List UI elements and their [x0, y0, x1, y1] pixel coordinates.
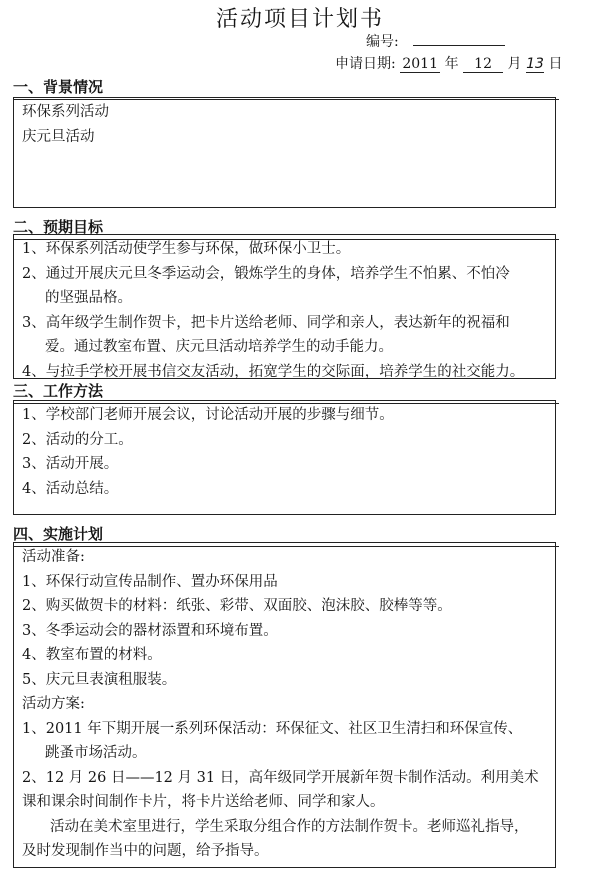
- section-methods-title: 三、工作方法: [13, 380, 559, 401]
- goal-item: 1、环保系列活动使学生参与环保，做环保小卫士。: [22, 241, 351, 257]
- prep-item: 2、购买做贺卡的材料：纸张、彩带、双面胶、泡沫胶、胶棒等等。: [22, 598, 452, 614]
- background-line: 环保系列活动: [22, 104, 109, 120]
- goal-item-continuation: 爱。通过教室布置、庆元旦活动培养学生的动手能力。: [45, 339, 393, 355]
- method-item: 3、活动开展。: [22, 456, 119, 472]
- goal-item-continuation: 的坚强品格。: [45, 290, 132, 306]
- section-background-box: [13, 97, 556, 208]
- section-goals-box: [13, 234, 556, 379]
- date-day: 13: [526, 56, 544, 72]
- closing-paragraph: 活动在美术室里进行，学生采取分组合作的方法制作贺卡。老师巡礼指导，: [50, 818, 529, 835]
- section-background-title: 一、背景情况: [13, 76, 559, 97]
- date-label: 申请日期:: [335, 56, 396, 72]
- method-item: 1、学校部门老师开展会议，讨论活动开展的步骤与细节。: [22, 407, 394, 423]
- date-month-unit: 月: [507, 56, 522, 72]
- goal-item: 4、与拉手学校开展书信交友活动，拓宽学生的交际面，培养学生的社交能力。: [22, 363, 525, 380]
- scheme-item-continuation: 课和课余时间制作卡片，将卡片送给老师、同学和家人。: [22, 794, 385, 810]
- number-row: [366, 31, 505, 51]
- scheme-item: 2、12 月 26 日——12 月 31 日，高年级同学开展新年贺卡制作活动。利用美术: [22, 769, 539, 786]
- number-label: 编号:: [366, 34, 399, 50]
- prep-item: 4、教室布置的材料。: [22, 647, 162, 663]
- application-date-row: [335, 53, 562, 73]
- section-plan-title: 四、实施计划: [13, 523, 559, 544]
- scheme-item: 1、2011 年下期开展一系列环保活动：环保征文、社区卫生清扫和环保宣传、: [22, 720, 523, 737]
- document-title: 活动项目计划书: [215, 7, 384, 32]
- prep-item: 1、环保行动宣传品制作、置办环保用品: [22, 573, 278, 590]
- date-day-unit: 日: [548, 56, 563, 72]
- method-item: 2、活动的分工。: [22, 431, 133, 448]
- date-year-unit: 年: [444, 56, 459, 72]
- section-plan-box: [13, 542, 556, 868]
- goal-item: 3、高年级学生制作贺卡，把卡片送给老师、同学和亲人，表达新年的祝福和: [22, 314, 510, 331]
- number-field: [413, 45, 505, 46]
- prep-heading: 活动准备:: [22, 549, 85, 565]
- closing-paragraph-continuation: 及时发现制作当中的问题，给予指导。: [22, 843, 269, 859]
- prep-item: 3、冬季运动会的器材添置和环境布置。: [22, 622, 278, 639]
- date-year: 2011: [400, 56, 440, 73]
- prep-item: 5、庆元旦表演租服装。: [22, 671, 177, 688]
- date-month: 12: [463, 56, 503, 73]
- goal-item: 2、通过开展庆元旦冬季运动会，锻炼学生的身体，培养学生不怕累、不怕冷: [22, 265, 510, 282]
- section-methods-box: [13, 400, 556, 515]
- method-item: 4、活动总结。: [22, 480, 119, 497]
- section-goals-title: 二、预期目标: [13, 216, 559, 237]
- background-line: 庆元旦活动: [22, 128, 95, 145]
- scheme-item-continuation: 跳蚤市场活动。: [45, 745, 147, 761]
- scheme-heading: 活动方案:: [22, 696, 85, 712]
